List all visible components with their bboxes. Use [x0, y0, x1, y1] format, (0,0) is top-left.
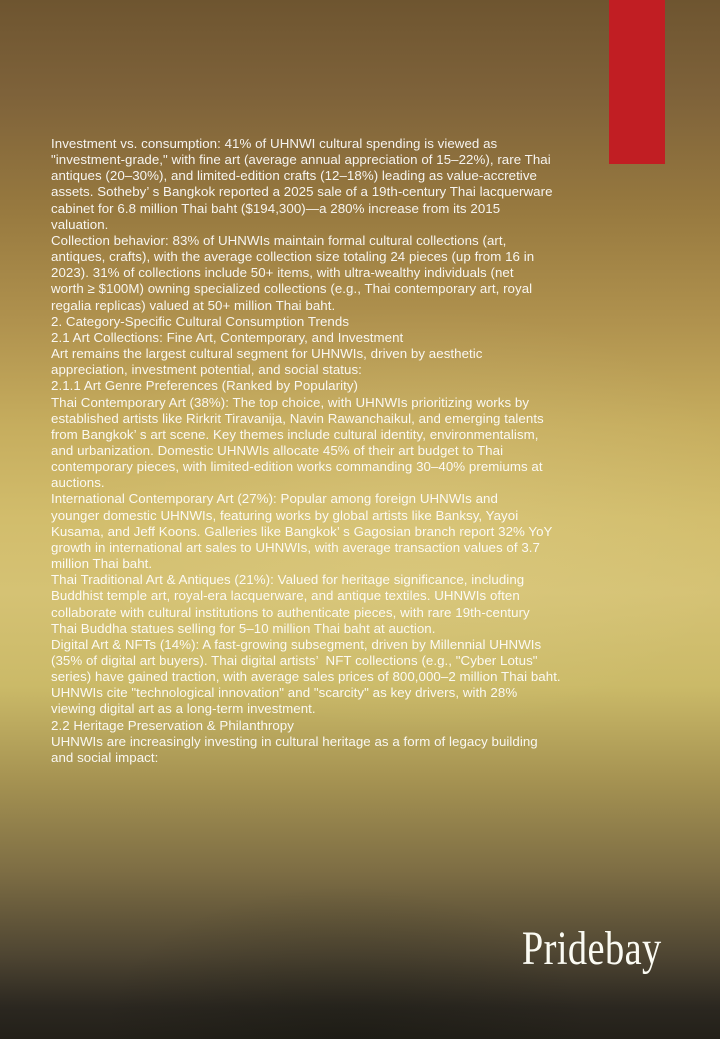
text-line: 2.2 Heritage Preservation & Philanthropy	[51, 717, 294, 733]
text-line: (35% of digital art buyers). Thai digital artists’ NFT collections (e.g., "Cyber Lotus"	[51, 653, 538, 668]
pridebay-logo: Pridebay	[522, 922, 662, 975]
text-line: Thai Traditional Art & Antiques (21%): Valued for heritage significance, including	[51, 572, 525, 588]
text-line: "investment-grade," with fine art (average annual appreciation of 15–22%), rare Thai	[51, 152, 551, 168]
text-line: valuation.	[51, 216, 109, 232]
text-line: Investment vs. consumption: 41% of UHNWI cultural spending is viewed as	[51, 136, 498, 151]
text-line: UHNWIs cite "technological innovation" and "scarcity" as key drivers, with 28%	[51, 685, 518, 701]
text-line: series) have gained traction, with average sales prices of 800,000–2 million Thai baht.	[51, 669, 561, 685]
text-line: 2.1.1 Art Genre Preferences (Ranked by Popularity)	[51, 378, 359, 394]
body-text	[51, 136, 651, 766]
text-line: appreciation, investment potential, and social status:	[51, 362, 362, 378]
text-line: collaborate with cultural institutions to authenticate pieces, with rare 19th-century	[51, 604, 530, 620]
text-line: Buddhist temple art, royal-era lacquerware, and antique textiles. UHNWIs often	[51, 588, 520, 604]
text-line: contemporary pieces, with limited-edition works commanding 30–40% premiums at	[51, 459, 543, 475]
text-line: 2. Category-Specific Cultural Consumption Trends	[51, 313, 350, 329]
text-line: Thai Buddha statues selling for 5–10 million Thai baht at auction.	[51, 620, 436, 636]
text-line: Kusama, and Jeff Koons. Galleries like Bangkok’ s Gagosian branch report 32% YoY	[51, 523, 553, 539]
text-line: International Contemporary Art (27%): Popular among foreign UHNWIs and	[51, 491, 498, 507]
text-line: and urbanization. Domestic UHNWIs allocate 45% of their art budget to Thai	[51, 442, 504, 458]
text-line: antiques (20–30%), and limited-edition crafts (12–18%) leading as value-accretive	[51, 168, 537, 184]
text-line: regalia replicas) valued at 50+ million Thai baht.	[51, 297, 336, 313]
text-line: established artists like Rirkrit Tiravanija, Navin Rawanchaikul, and emerging talents	[51, 410, 544, 426]
text-line: Digital Art & NFTs (14%): A fast-growing subsegment, driven by Millennial UHNWIs	[51, 636, 542, 652]
text-line: cabinet for 6.8 million Thai baht ($194,300)—a 280% increase from its 2015	[51, 200, 501, 216]
text-line: Collection behavior: 83% of UHNWIs maintain formal cultural collections (art,	[51, 232, 507, 248]
text-line: million Thai baht.	[51, 556, 153, 572]
text-line: UHNWIs are increasingly investing in cultural heritage as a form of legacy building	[51, 733, 538, 749]
text-line: auctions.	[51, 475, 105, 491]
text-line: 2.1 Art Collections: Fine Art, Contemporary, and Investment	[51, 329, 404, 345]
text-line: younger domestic UHNWIs, featuring works by global artists like Banksy, Yayoi	[51, 507, 519, 523]
text-line: Thai Contemporary Art (38%): The top choice, with UHNWIs prioritizing works by	[51, 394, 530, 410]
text-line: from Bangkok’ s art scene. Key themes include cultural identity, environmentalism,	[51, 426, 539, 442]
text-line: worth ≥ $100M) owning specialized collections (e.g., Thai contemporary art, royal	[51, 281, 533, 297]
text-line: assets. Sotheby’ s Bangkok reported a 2025 sale of a 19th-century Thai lacquerware	[51, 184, 553, 200]
text-line: Art remains the largest cultural segment for UHNWIs, driven by aesthetic	[51, 346, 483, 362]
text-line: viewing digital art as a long-term investment.	[51, 701, 316, 717]
text-line: antiques, crafts), with the average collection size totaling 24 pieces (up from 16 in	[51, 249, 535, 265]
text-line: and social impact:	[51, 749, 159, 765]
text-line: growth in international art sales to UHNWIs, with average transaction values of 3.7	[51, 539, 540, 555]
text-line: 2023). 31% of collections include 50+ items, with ultra-wealthy individuals (net	[51, 265, 514, 281]
